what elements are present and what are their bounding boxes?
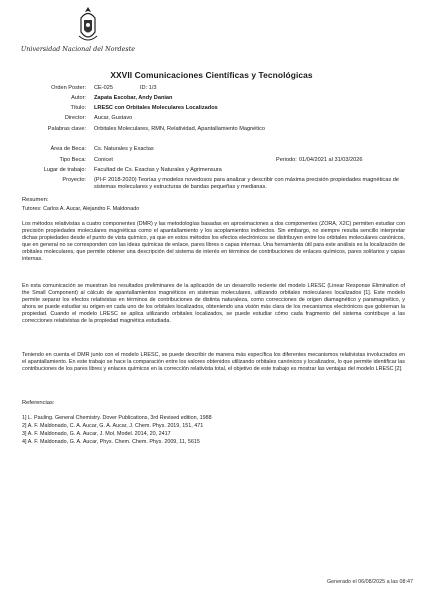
university-name: Universidad Nacional del Nordeste	[20, 45, 136, 53]
orden-poster-code: ID: 1/3	[140, 85, 157, 91]
reference-item: 2] A. F. Maldonado, C. A. Aucar, G. A. Aucar, J. Chem. Phys. 2019, 151, 471	[22, 423, 204, 429]
director-value: Aucar, Gustavo	[94, 115, 133, 121]
orden-poster-value: CE-025	[94, 85, 113, 91]
proyecto-label: Proyecto:	[62, 177, 86, 183]
reference-item: 3] A. F. Maldonado, G. A. Aucar, J. Mol. Model. 2014, 20, 2417	[22, 431, 171, 437]
tipo-beca-label: Tipo Beca:	[59, 157, 86, 163]
university-seal-icon	[75, 6, 101, 44]
resumen-heading: Resumen:	[22, 197, 49, 203]
conference-title: XXVII Comunicaciones Científicas y Tecnológicas	[110, 70, 313, 80]
resumen-paragraph-2: En esta comunicación se muestran los resultados preliminares de la aplicación de un desarrollo reciente del modelo LRESC (Linear Response Elimination of the Small Component) al cálculo de apantallamientos magnéticos en sistemas moleculares, utilizando orbitales moleculares localizados [1]. Este modelo permite separar los efectos relativistas en términos de contribuciones de distinta naturaleza, como correcciones de origen diamagnético y paramagnético, y ahora se puede estudiar su origen en cada uno de los orbitales localizados, obteniendo una visión más clara de los mecanismos electrónicos que gobiernan la propiedad. Cuando el modelo LRESC se aplica utilizando orbitales localizados, se puede estudiar cómo cada fragmento del sistema contribuye a las correcciones relativistas de la propiedad magnética estudiada.	[22, 283, 405, 325]
reference-item: 4] A. F. Maldonado, G. A. Aucar, Phys. Chem. Chem. Phys. 2009, 11, 5615	[22, 439, 200, 445]
titulo-value: LRESC con Orbitales Moleculares Localizados	[94, 105, 218, 111]
director-label: Director:	[64, 115, 86, 121]
autor-value: Zapata Escobar, Andy Danian	[94, 95, 173, 101]
resumen-tutores: Tutores: Carlos A. Aucar, Alejandro F. Maldonado	[22, 206, 140, 212]
reference-item: 1] L. Pauling. General Chemistry. Dover Publications, 3rd Revised edition, 1988	[22, 415, 212, 421]
resumen-paragraph-3: Teniendo en cuenta el DMR junto con el modelo LRESC, se puede describir de manera más específica los diferentes mecanismos relativistas involucrados en el apantallamiento. En este trabajo se hace la comparación entre los valores obtenidos utilizando orbitales canónicos y localizados, lo que permite identificar las contribuciones de los pares libres y enlaces químicos en la corrección relativista total, el objetivo de este trabajo es mostrar las ventajas del modelo LRESC [2].	[22, 352, 405, 373]
palabras-clave-label: Palabras clave:	[47, 126, 86, 132]
lugar-trabajo-value: Facultad de Cs. Exactas y Naturales y Agrimensura	[94, 167, 222, 173]
periodo-label: Periodo:	[276, 157, 297, 163]
lugar-trabajo-label: Lugar de trabajo:	[43, 167, 86, 173]
referencias-heading: Referencias:	[22, 400, 55, 406]
area-beca-value: Cs. Naturales y Exactas	[94, 146, 154, 152]
university-logo	[18, 6, 138, 68]
generated-timestamp: Generado el 06/08/2025 a las 08:47	[326, 579, 413, 585]
tipo-beca-value: Conicet	[94, 157, 113, 163]
proyecto-value: (PI-F 2018-2020) Teorías y modelos novedosos para analizar y describir con máxima precisión propiedades magnéticas de sistemas moleculares y estructuras de bandas pequeñas y medianas.	[94, 177, 399, 190]
resumen-paragraph-1: Los métodos relativistas a cuatro componentes (DMR) y las metodologías basadas en aproximaciones a dos componentes (ZORA, X2C) permiten estudiar con precisión propiedades moleculares magnéticas como el apantallamiento y los acoplamientos indirectos. Sin embargo, no siempre resulta sencillo interpretar dichas propiedades desde el punto de vista químico, ya que en estos métodos los efectos electrónicos se distribuyen entre los orbitales moleculares canónicos, que en general no se corresponden con las ideas químicas de enlace, pares libres o capas internas. Una herramienta útil para este análisis es la localización de orbitales moleculares, que permite obtener una descripción del sistema de interés en términos de contribuciones de enlaces químicos, pares solitarios y capas internas.	[22, 221, 405, 263]
orden-poster-label: Orden Poster:	[51, 85, 86, 91]
periodo-value: 01/04/2021 al 31/03/2026	[299, 157, 363, 163]
autor-label: Autor:	[71, 95, 86, 101]
area-beca-label: Área de Beca:	[50, 146, 86, 152]
titulo-label: Título:	[70, 105, 86, 111]
palabras-clave-value: Orbitales Moleculares, RMN, Relatividad, Apantallamiento Magnético	[94, 126, 265, 132]
